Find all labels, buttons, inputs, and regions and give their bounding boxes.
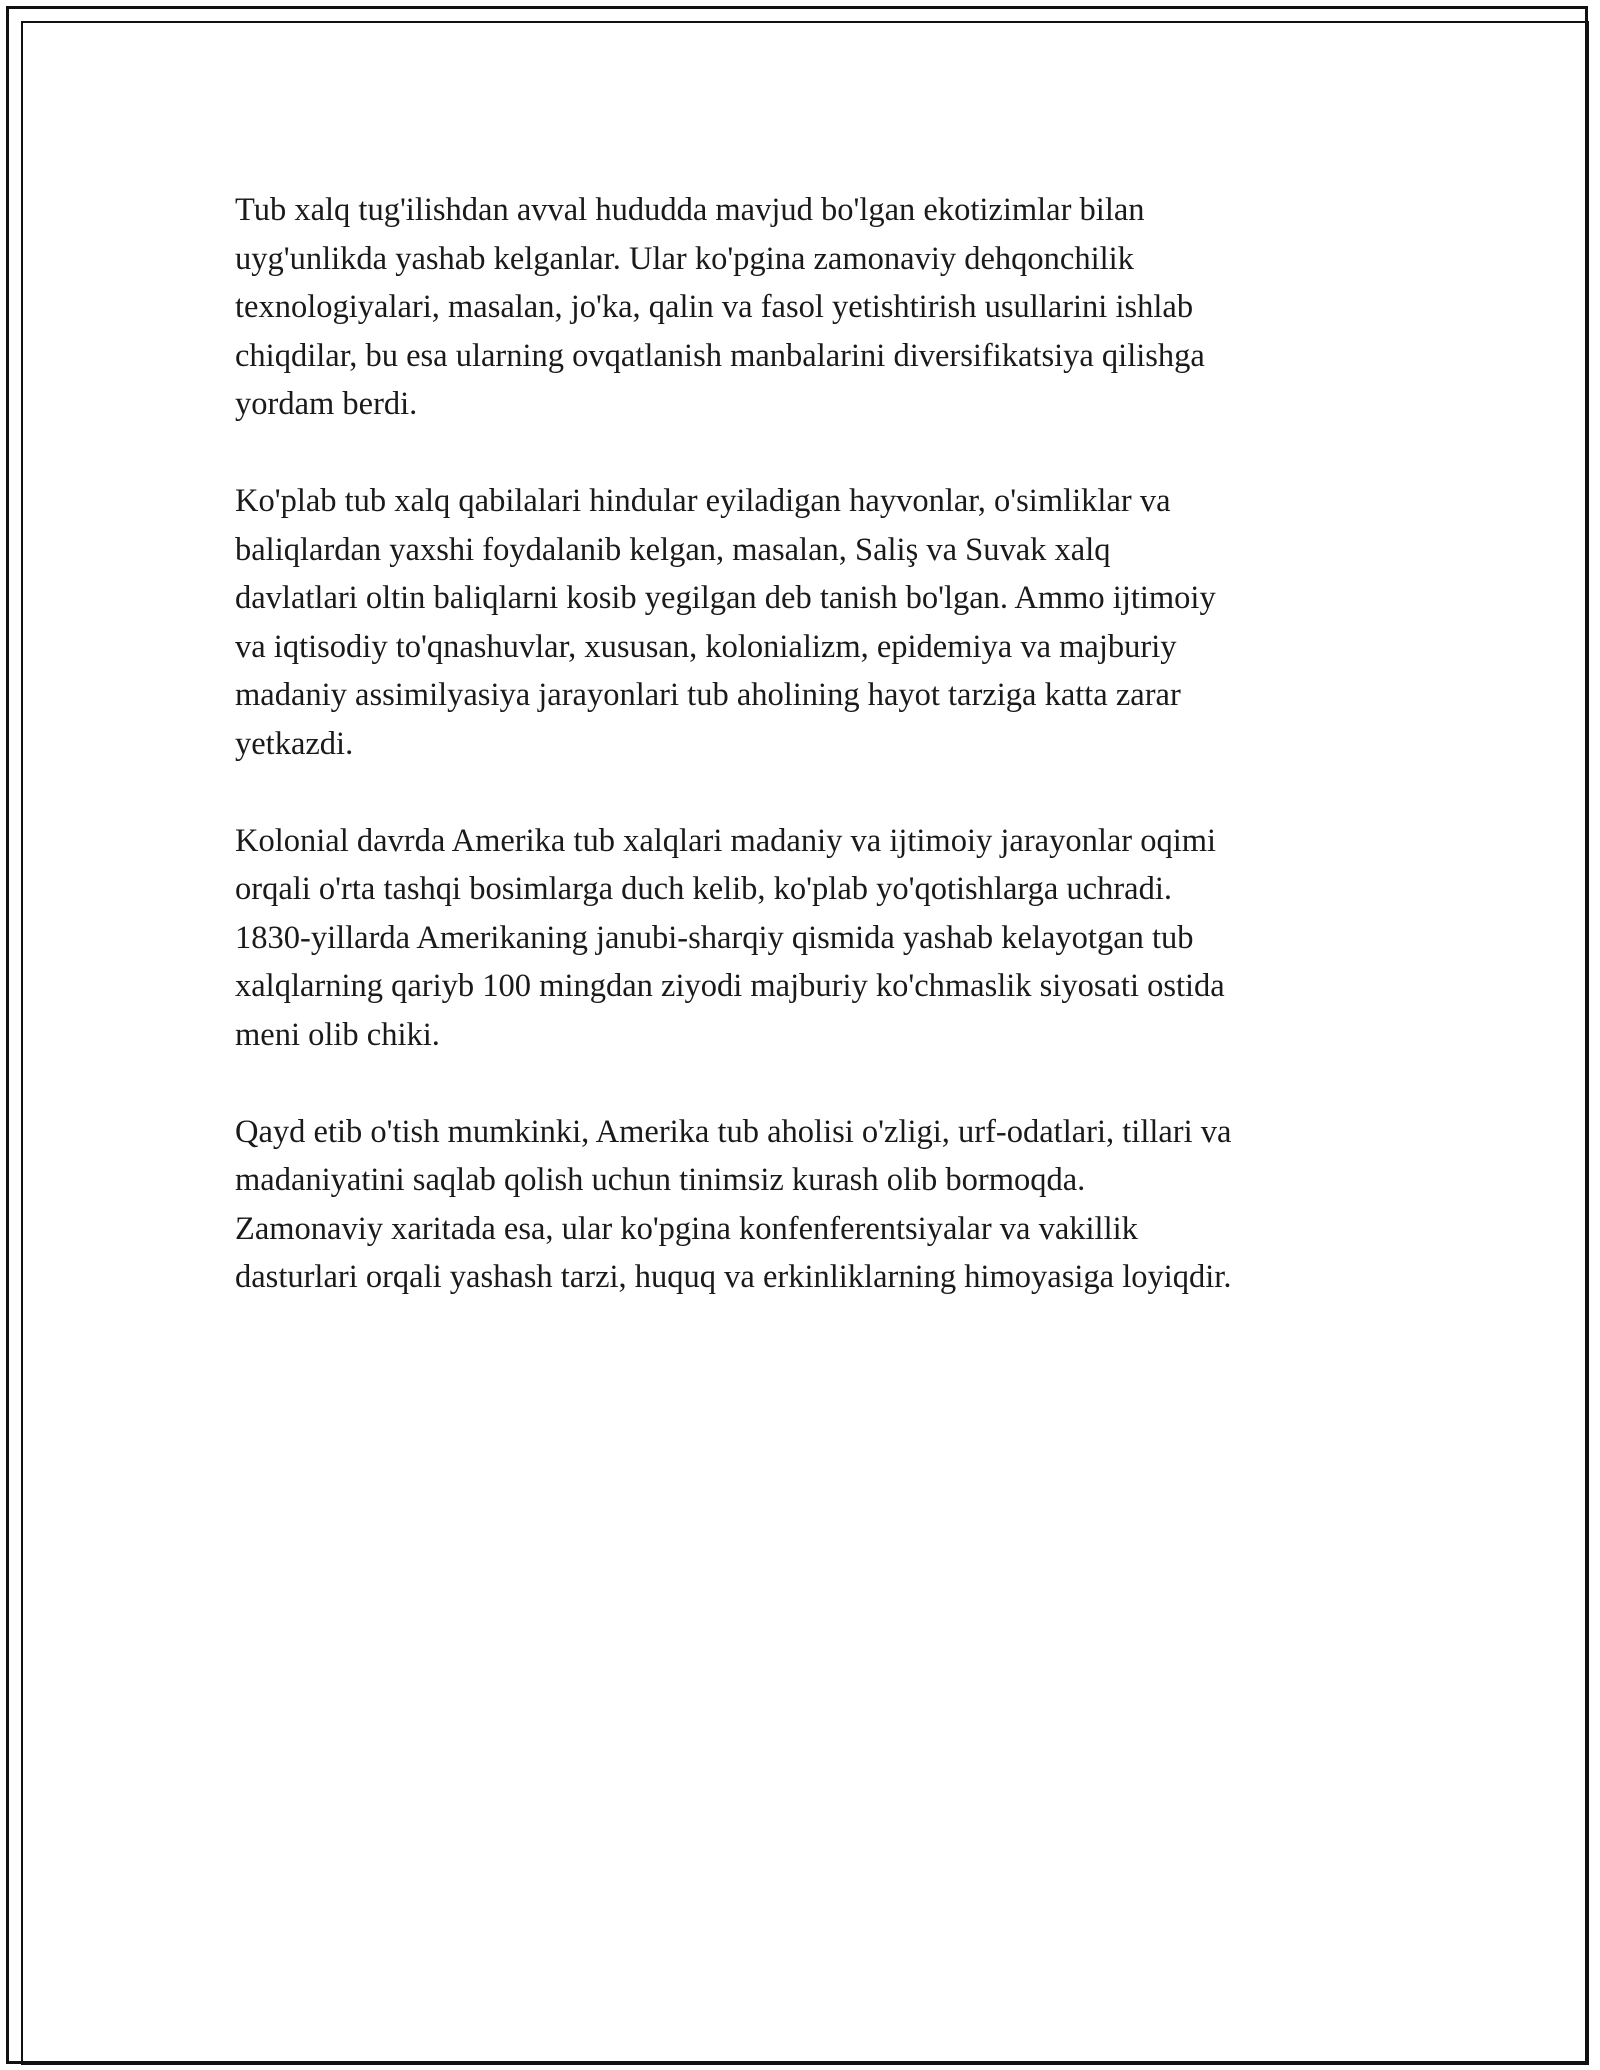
paragraph-line: Ko'plab tub xalq qabilalari hindular eyiladigan hayvonlar, o'simliklar va: [235, 483, 1171, 519]
paragraph-line: uyg'unlikda yashab kelganlar. Ular ko'pgina zamonaviy dehqonchilik: [235, 240, 1134, 277]
paragraph-line: davlatlari oltin baliqlarni kosib yegilgan deb tanish bo'lgan. Ammo ijtimoiy: [235, 580, 1216, 616]
paragraph-line: meni olib chiki.: [235, 1016, 440, 1053]
paragraph-line: chiqdilar, bu esa ularning ovqatlanish manbalarini diversifikatsiya qilishga: [235, 337, 1205, 374]
paragraph-line: xalqlarning qariyb 100 mingdan ziyodi majburiy ko'chmaslik siyosati ostida: [235, 968, 1225, 1004]
paragraph-1: [235, 186, 1375, 429]
paragraph-4: [235, 1108, 1375, 1302]
paragraph-line: dasturlari orqali yashash tarzi, huquq va erkinliklarning himoyasiga loyiqdir.: [235, 1259, 1232, 1295]
paragraph-line: Tub xalq tug'ilishdan avval hududda mavjud bo'lgan ekotizimlar bilan: [235, 192, 1145, 228]
paragraph-line: madaniyatini saqlab qolish uchun tinimsiz kurash olib bormoqda.: [235, 1162, 1086, 1198]
paragraph-line: va iqtisodiy to'qnashuvlar, xususan, kolonializm, epidemiya va majburiy: [235, 628, 1177, 665]
paragraph-line: Qayd etib o'tish mumkinki, Amerika tub aholisi o'zligi, urf-odatlari, tillari va: [235, 1113, 1232, 1150]
paragraph-line: texnologiyalari, masalan, jo'ka, qalin va fasol yetishtirish usullarini ishlab: [235, 289, 1194, 325]
paragraph-line: baliqlardan yaxshi foydalanib kelgan, masalan, Saliş va Suvak xalq: [235, 531, 1111, 568]
paragraph-line: Kolonial davrda Amerika tub xalqlari madaniy va ijtimoiy jarayonlar oqimi: [235, 822, 1217, 859]
paragraph-line: yordam berdi.: [235, 386, 418, 422]
paragraph-2: [235, 477, 1375, 768]
paragraph-3: [235, 817, 1375, 1060]
paragraph-line: Zamonaviy xaritada esa, ular ko'pgina konfenferentsiyalar va vakillik: [235, 1210, 1138, 1247]
paragraph-line: yetkazdi.: [235, 725, 354, 762]
paragraph-line: 1830-yillarda Amerikaning janubi-sharqiy qismida yashab kelayotgan tub: [235, 919, 1194, 956]
paragraph-line: madaniy assimilyasiya jarayonlari tub aholining hayot tarziga katta zarar: [235, 677, 1181, 713]
paragraph-line: orqali o'rta tashqi bosimlarga duch kelib, ko'plab yo'qotishlarga uchradi.: [235, 871, 1172, 907]
document-body: [235, 186, 1375, 1350]
